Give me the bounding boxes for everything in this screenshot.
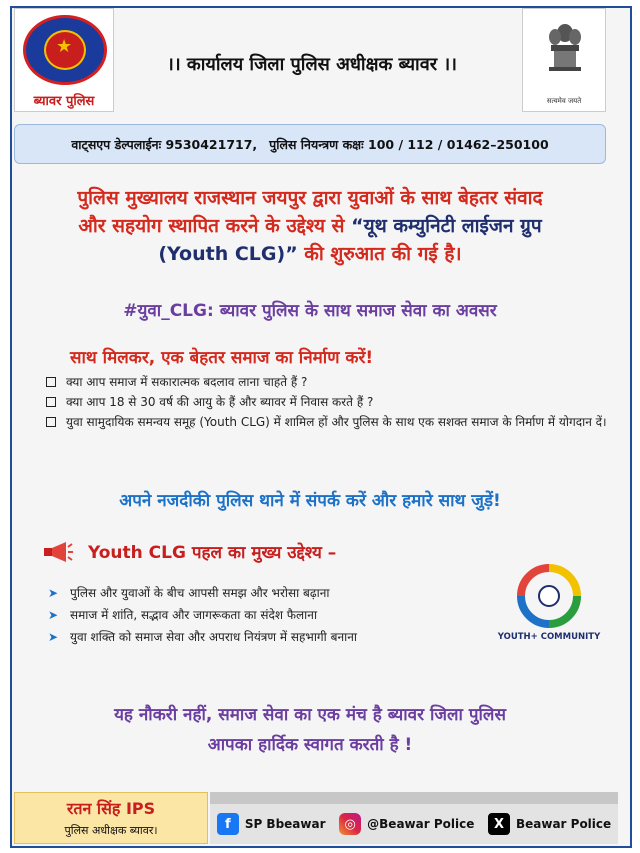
whatsapp-helpline: वाट्सएप डेल्पलाईनः 9530421717, [71,136,258,152]
together-heading: साथ मिलकर, एक बेहतर समाज का निर्माण करें! [70,348,374,368]
footer [14,792,618,844]
arrow-bullet-icon: ➤ [48,608,59,622]
contact-bar [14,124,606,164]
logo-label: ब्यावर पुलिस [33,94,95,109]
objective-item: ➤ समाज में शांति, सद्भाव और जागरूकता का संदेश फैलाना [46,604,486,626]
question-item: युवा सामुदायिक समन्वय समूह (Youth CLG) में शामिल हों और पुलिस के साथ एक सशक्त समाज के निर्माण में योगदान दें। [40,412,620,432]
x-link[interactable]: X Beawar Police [488,813,611,835]
instagram-link[interactable]: ◎ @Beawar Police [339,813,474,835]
ashoka-emblem-icon [545,19,585,79]
emblem-motto: सत्यमेव जयते [546,97,582,105]
intro-line-2-quote: “यूथ कम्युनिटी लाईजन ग्रुप [351,215,542,237]
intro-line-3-end: की शुरुआत की गई है। [297,243,462,265]
signature-block [14,792,208,844]
objectives-title: Youth CLG पहल का मुख्य उद्देश्य – [88,543,337,563]
header [14,8,606,112]
checkbox-icon [46,417,56,427]
closing-line-2: आपका हार्दिक स्वागत करती है ! [207,735,413,755]
officer-role: पुलिस अधीक्षक ब्यावर। [64,824,158,837]
office-title: ।। कार्यालय जिला पुलिस अधीक्षक ब्यावर ।। [167,54,457,75]
footer-photo-strip [210,792,618,804]
youth-logo-label: YOUTH+ COMMUNITY [497,632,601,642]
intro-line-3-quote: (Youth CLG)” [158,243,298,265]
contact-call-to-action: अपने नजदीकी पुलिस थाने में संपर्क करें और हमारे साथ जुड़ें! [119,491,501,511]
facebook-link[interactable]: f SP Bbeawar [217,813,326,835]
closing-line-1: यह नौकरी नहीं, समाज सेवा का एक मंच है ब्यावर जिला पुलिस [114,705,506,725]
youth-community-icon [494,562,604,632]
beawar-police-logo [14,8,114,112]
intro-paragraph [20,184,600,268]
megaphone-icon [42,541,74,563]
facebook-icon: f [217,813,239,835]
objective-item: ➤ युवा शक्ति को समाज सेवा और अपराध नियंत्रण में सहभागी बनाना [46,626,486,648]
arrow-bullet-icon: ➤ [48,630,59,644]
closing-message [20,700,600,760]
x-icon: X [488,813,510,835]
police-badge-icon: ★ [23,15,107,85]
state-emblem [522,8,606,112]
objectives-list [46,582,486,648]
question-item: क्या आप 18 से 30 वर्ष की आयु के हैं और ब्यावर में निवास करते हैं ? [40,392,620,412]
checkbox-icon [46,397,56,407]
instagram-icon: ◎ [339,813,361,835]
social-links [210,804,618,844]
question-list [40,372,620,432]
objective-item: ➤ पुलिस और युवाओं के बीच आपसी समझ और भरोसा बढ़ाना [46,582,486,604]
officer-name: रतन सिंह IPS [66,799,156,818]
arrow-bullet-icon: ➤ [48,586,59,600]
checkbox-icon [46,377,56,387]
control-room-numbers: पुलिस नियन्त्रण कक्षः 100 / 112 / 01462–250100 [269,136,549,152]
objectives-heading [42,540,336,563]
intro-line-2-start: और सहयोग स्थापित करने के उद्देश्य से [78,215,352,237]
hashtag-line: #युवा_CLG: ब्यावर पुलिस के साथ समाज सेवा का अवसर [123,301,497,321]
youth-community-logo [494,562,604,652]
question-item: क्या आप समाज में सकारात्मक बदलाव लाना चाहते हैं ? [40,372,620,392]
intro-line-1: पुलिस मुख्यालय राजस्थान जयपुर द्वारा युवाओं के साथ बेहतर संवाद [77,187,543,209]
